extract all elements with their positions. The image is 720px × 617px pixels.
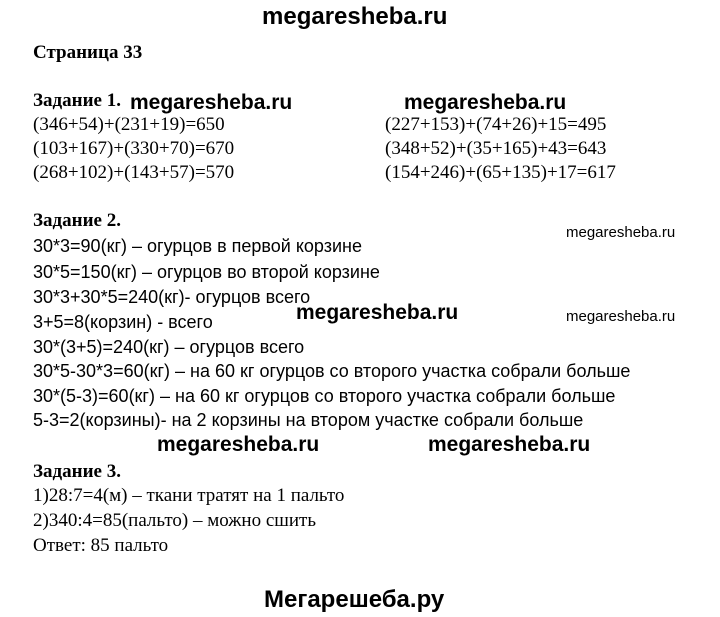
task1-left-line: (103+167)+(330+70)=670 [33,138,235,159]
watermark: megaresheba.ru [428,433,591,456]
task1-left-line: (346+54)+(231+19)=650 [33,114,225,135]
site-footer: Мегарешеба.ру [264,586,445,613]
task2-line: 30*5-30*3=60(кг) – на 60 кг огурцов со второго участка собрали больше [33,361,631,381]
task1-right-line: (348+52)+(35+165)+43=643 [385,138,607,159]
task2-line: 30*5=150(кг) – огурцов во второй корзине [33,262,380,282]
task1-heading: Задание 1. [33,90,121,111]
task2-line: 30*(3+5)=240(кг) – огурцов всего [33,337,305,357]
task1-right-line: (227+153)+(74+26)+15=495 [385,114,607,135]
task2-line: 5-3=2(корзины)- на 2 корзины на втором участке собрали больше [33,410,584,430]
watermark: megaresheba.ru [130,91,293,114]
task2-line: 3+5=8(корзин) - всего [33,312,213,332]
task3-line: 1)28:7=4(м) – ткани тратят на 1 пальто [33,485,345,506]
watermark: megaresheba.ru [157,433,320,456]
watermark: megaresheba.ru [404,91,567,114]
task2-heading: Задание 2. [33,210,121,231]
watermark: megaresheba.ru [566,224,676,241]
task2-line: 30*(5-3)=60(кг) – на 60 кг огурцов со второго участка собрали больше [33,386,616,406]
task2-line: 30*3+30*5=240(кг)- огурцов всего [33,287,311,307]
task2-line: 30*3=90(кг) – огурцов в первой корзине [33,236,362,256]
site-header: megaresheba.ru [262,3,448,30]
task3-line: 2)340:4=85(пальто) – можно сшить [33,510,317,531]
page-title: Страница 33 [33,42,143,63]
task3-heading: Задание 3. [33,461,121,482]
task3-answer: Ответ: 85 пальто [33,535,169,556]
task1-left-line: (268+102)+(143+57)=570 [33,162,235,183]
watermark: megaresheba.ru [296,301,459,324]
task1-right-line: (154+246)+(65+135)+17=617 [385,162,616,183]
watermark: megaresheba.ru [566,308,676,325]
